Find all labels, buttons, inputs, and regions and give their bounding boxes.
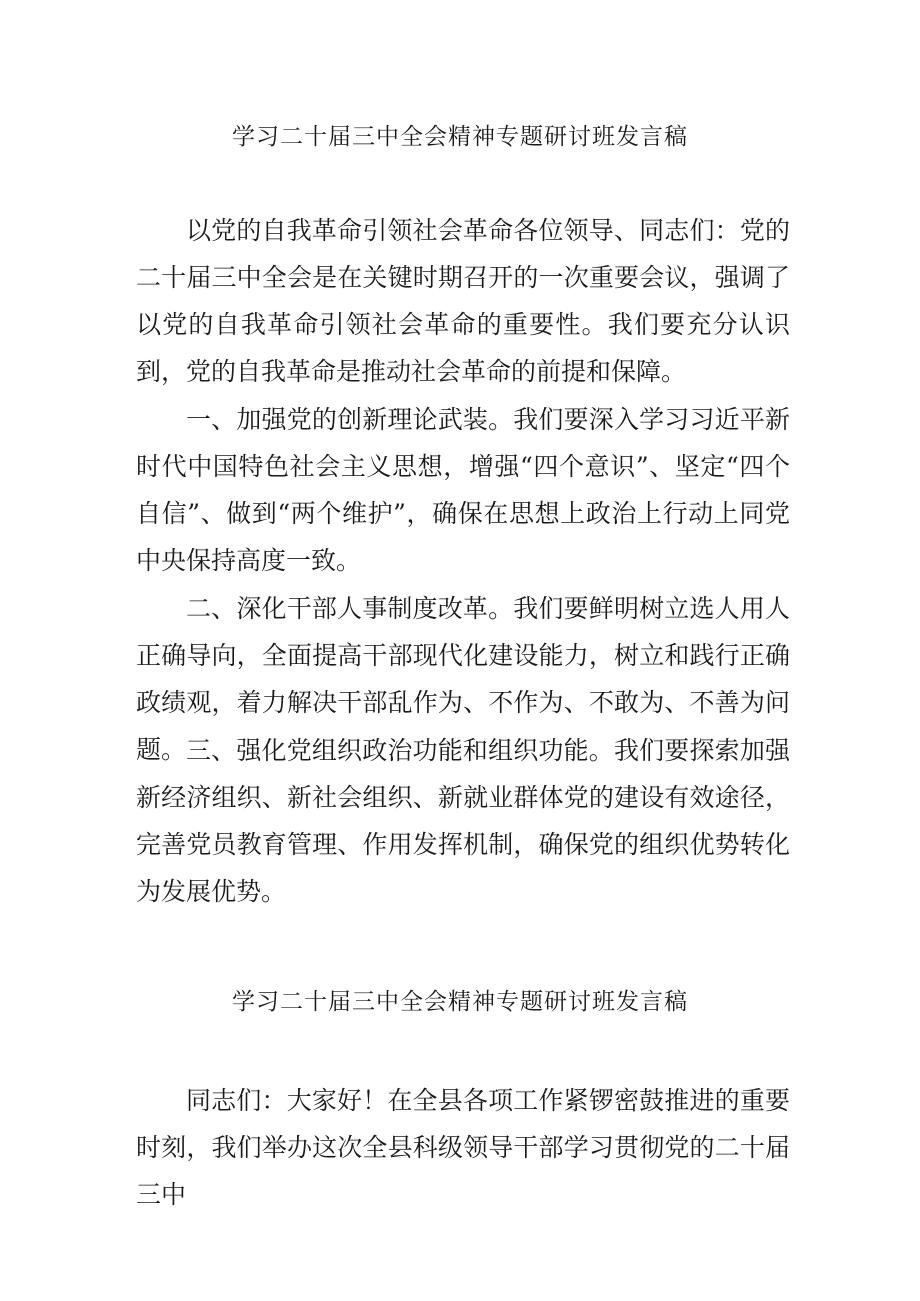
section-1-title: 学习二十届三中全会精神专题研讨班发言稿 — [232, 124, 688, 150]
section-1-paragraph-intro: 以党的自我革命引领社会革命各位领导、同志们：党的二十届三中全会是在关键时期召开的一次重要会议，强调了以党的自我革命引领社会革命的重要性。我们要充分认识到，党的自我革命是推动社会革命的前提和保障。 — [136, 216, 790, 386]
section-2-title: 学习二十届三中全会精神专题研讨班发言稿 — [232, 989, 688, 1015]
section-1-paragraph-point-3: 三、强化党组织政治功能和组织功能。我们要探索加强新经济组织、新社会组织、新就业群体党的建设有效途径，完善党员教育管理、作用发挥机制，确保党的组织优势转化为发展优势。 — [136, 736, 790, 906]
section-2-paragraph-intro: 同志们：大家好！在全县各项工作紧锣密鼓推进的重要时刻，我们举办这次全县科级领导干部学习贯彻党的二十届三中 — [136, 1086, 790, 1209]
section-1-paragraph-point-1: 一、加强党的创新理论武装。我们要深入学习习近平新时代中国特色社会主义思想，增强“四个意识”、坚定“四个自信”、做到“两个维护”，确保在思想上政治上行动上同党中央保持高度一致。 — [136, 405, 790, 575]
section-1-paragraph-point-2: 二、深化干部人事制度改革。我们要鲜明树立选人用人正确导向，全面提高干部现代化建设能力，树立和践行正确政绩观，着力解决干部乱作为、不作为、不敢为、不善为问题。 — [136, 594, 790, 764]
